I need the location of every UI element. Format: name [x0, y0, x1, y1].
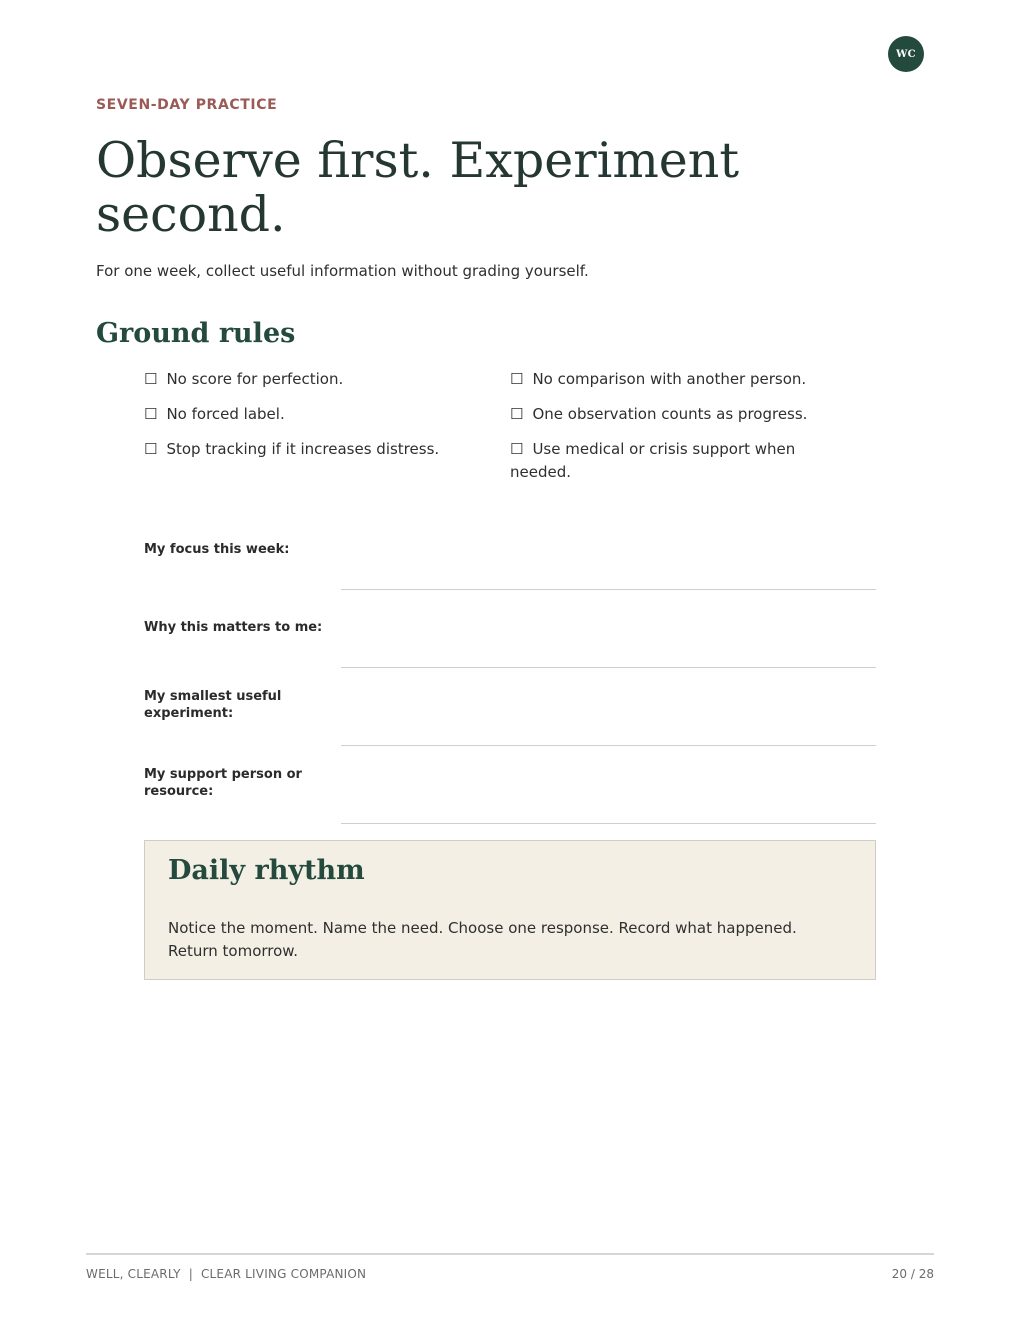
rule-item[interactable] [510, 438, 844, 484]
form-row-experiment [144, 668, 876, 746]
footer-divider [86, 1253, 934, 1255]
checkbox-icon[interactable]: ☐ [510, 405, 524, 423]
daily-rhythm-body: Notice the moment. Name the need. Choose one response. Record what happened. Return tomorrow. [168, 919, 797, 960]
rule-item[interactable] [510, 368, 844, 391]
page-indicator: 20 / 28 [891, 1267, 934, 1281]
ground-rules-list [144, 368, 844, 484]
checkbox-icon[interactable]: ☐ [510, 440, 524, 458]
form-row-focus [144, 512, 876, 590]
page-title: Observe first. Experiment second. [96, 132, 740, 243]
rule-item[interactable] [144, 403, 510, 426]
support-label: My support person or resource: [144, 767, 302, 799]
footer-title-text: WELL, CLEARLY | CLEAR LIVING COMPANION [86, 1267, 367, 1281]
rule-item[interactable] [144, 438, 510, 484]
rule-text: No forced label. [166, 405, 285, 423]
why-label: Why this matters to me: [144, 620, 323, 635]
rule-text: Stop tracking if it increases distress. [166, 440, 440, 458]
rule-text: No score for perfection. [166, 370, 344, 388]
rule-text: Use medical or crisis support when needed. [510, 440, 796, 481]
form-row-support [144, 746, 876, 824]
support-field[interactable] [341, 823, 876, 824]
section-eyebrow: SEVEN-DAY PRACTICE [96, 97, 278, 113]
form-row-why [144, 590, 876, 668]
checkbox-icon[interactable]: ☐ [144, 405, 158, 423]
rule-text: No comparison with another person. [532, 370, 807, 388]
brand-logo-badge: WC [888, 36, 924, 72]
experiment-label: My smallest useful experiment: [144, 689, 282, 721]
checkbox-icon[interactable]: ☐ [510, 370, 524, 388]
footer-title [86, 1267, 366, 1281]
daily-rhythm-heading: Daily rhythm [168, 855, 365, 886]
focus-label: My focus this week: [144, 542, 290, 557]
rule-item[interactable] [144, 368, 510, 391]
checkbox-icon[interactable]: ☐ [144, 440, 158, 458]
intro-text: For one week, collect useful information without grading yourself. [96, 262, 589, 280]
rule-item[interactable] [510, 403, 844, 426]
ground-rules-heading: Ground rules [96, 318, 296, 349]
checkbox-icon[interactable]: ☐ [144, 370, 158, 388]
daily-rhythm-callout [144, 840, 876, 980]
rule-text: One observation counts as progress. [532, 405, 808, 423]
